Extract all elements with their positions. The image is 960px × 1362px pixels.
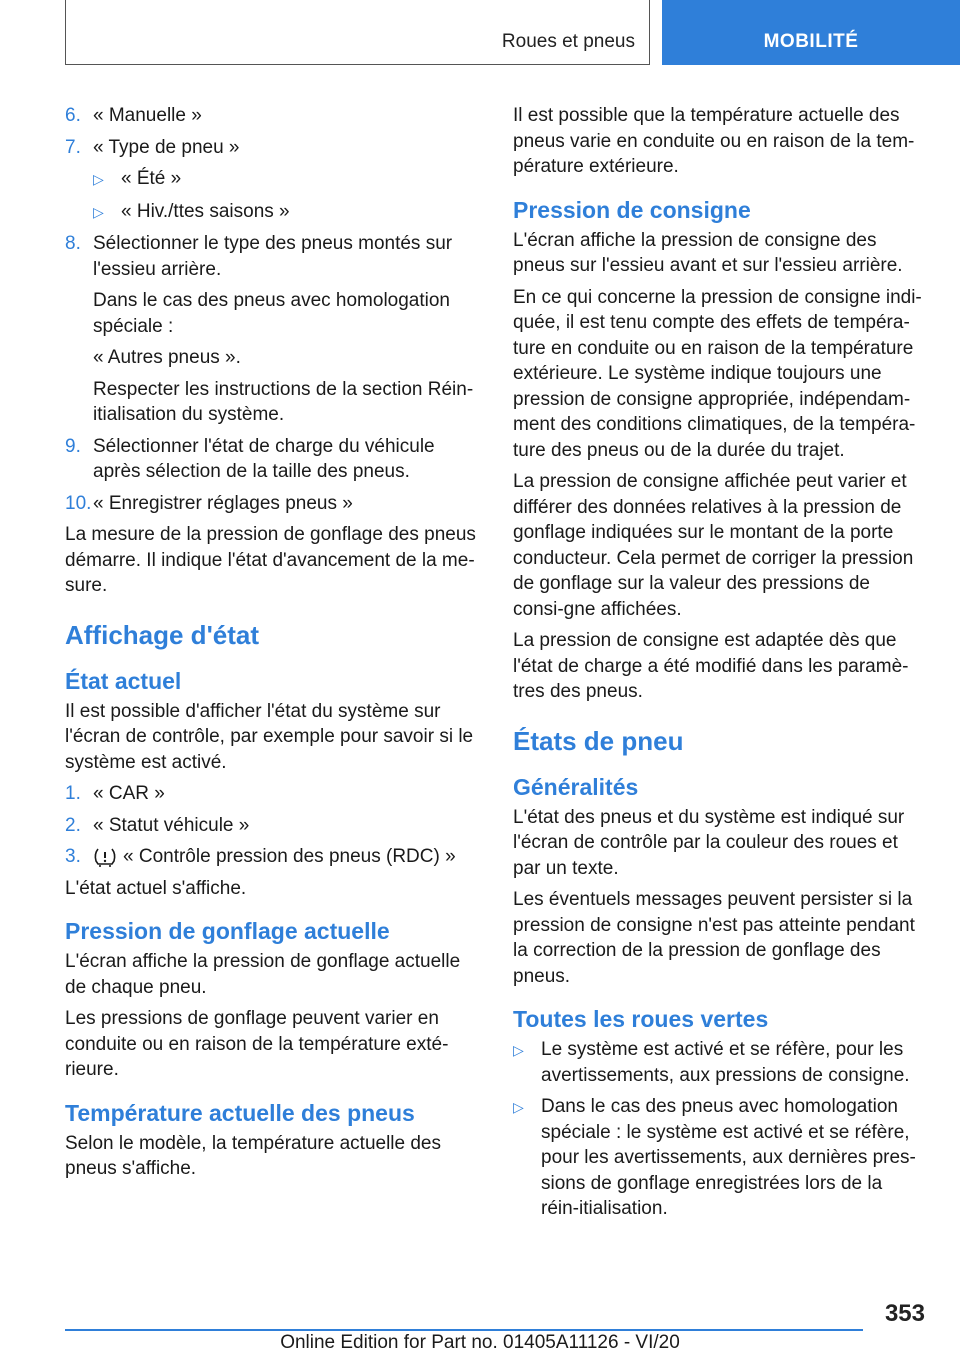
sub-item-text: « Hiv./ttes saisons »	[121, 200, 290, 222]
step-text: Sélectionner l'état de charge du véhicule après sélection de la taille des pneus.	[93, 435, 435, 482]
paragraph: L'état actuel s'affiche.	[65, 877, 247, 899]
sub-list-item	[93, 199, 477, 226]
list-item	[65, 491, 477, 517]
list-item	[65, 781, 477, 807]
step-text: « Type de pneu »	[93, 136, 240, 158]
bullet-item	[513, 1037, 925, 1088]
triangle-right-icon: ▷	[93, 171, 104, 187]
footer-divider	[65, 1329, 863, 1331]
subheading: Toutes les roues vertes	[513, 1006, 769, 1032]
footer-edition: Online Edition for Part no. 01405A11126 - VI/20	[280, 1332, 680, 1353]
section-title: Roues et pneus	[501, 31, 635, 52]
step-number: 9.	[65, 435, 81, 457]
triangle-right-icon: ▷	[513, 1042, 524, 1058]
step-text: Respecter les instructions de la section Réin‐itialisation du système.	[93, 378, 474, 425]
heading: Affichage d'état	[65, 619, 259, 650]
paragraph: La mesure de la pression de gonflage des pneus démarre. Il indique l'état d'avancement de la me‐sure.	[65, 524, 476, 596]
tire-pressure-warning-icon	[93, 846, 117, 868]
bullet-text: Le système est activé et se réfère, pour les avertissements, aux pressions de consigne.	[541, 1039, 910, 1086]
step-text: « Contrôle pression des pneus (RDC) »	[123, 846, 456, 867]
subheading: Température actuelle des pneus	[65, 1099, 415, 1126]
list-item	[65, 135, 477, 161]
chapter-tab-label: MOBILITÉ	[763, 31, 859, 52]
list-item	[65, 813, 477, 839]
step-number: 8.	[65, 233, 81, 254]
step-number: 6.	[65, 105, 81, 126]
paragraph: Les pressions de gonflage peuvent varier en conduite ou en raison de la température exté‐rieure.	[65, 1008, 449, 1080]
step-number: 2.	[65, 814, 81, 836]
step-text: Dans le cas des pneus avec homologation spéciale :	[93, 290, 451, 337]
triangle-right-icon: ▷	[93, 203, 104, 220]
step-number: 1.	[65, 783, 81, 804]
step-text: « CAR »	[93, 783, 165, 804]
step-text: « Manuelle »	[93, 105, 202, 126]
step-number: 7.	[65, 136, 81, 158]
triangle-right-icon: ▷	[513, 1099, 524, 1115]
header-section-box	[65, 0, 650, 65]
step-text: « Enregistrer réglages pneus »	[93, 492, 353, 514]
subheading: État actuel	[65, 667, 182, 694]
left-column	[65, 103, 477, 1188]
heading: États de pneu	[513, 725, 684, 756]
paragraph: Selon le modèle, la température actuelle des pneus s'affiche.	[65, 1132, 442, 1179]
paragraph: L'état des pneus et du système est indiqué sur l'écran de contrôle par la couleur des roues et par un texte.	[513, 806, 905, 879]
list-item	[65, 844, 477, 870]
paragraph: En ce qui concerne la pression de consigne indi‐quée, il est tenu compte des effets de tempéra‐ture en conduite ou en raison de la température extérieure. Le système indique toujours une pression de consigne appropriée, indépendam‐ment des conditions climatiques, de la tempéra‐ture des pneus ou de la durée du trajet.	[513, 286, 922, 461]
right-column	[513, 103, 925, 1228]
paragraph: L'écran affiche la pression de consigne des pneus sur l'essieu avant et sur l'essieu arrière.	[513, 229, 903, 276]
subheading: Pression de consigne	[513, 196, 751, 223]
subheading: Généralités	[513, 773, 639, 800]
paragraph: La pression de consigne affichée peut varier et différer des données relatives à la pression de gonflage indiquées sur le montant de la porte conducteur. Cela permet de corriger la pression de gonflage sur la valeur des pressions de consi‐gne affichées.	[513, 471, 914, 620]
chapter-tab[interactable]	[662, 0, 960, 65]
sub-list-item	[93, 166, 477, 193]
bullet-text: Dans le cas des pneus avec homologation spéciale : le système est activé et se réfère, pour les avertissements, aux dernières pres‐sions de gonflage enregistrées lors de la réin‐itialisation.	[541, 1096, 916, 1219]
step-number: 10.	[65, 492, 92, 514]
paragraph: Les éventuels messages peuvent persister si la pression de consigne n'est pas atteinte pendant la correction de la pression de gonflage des pneus.	[513, 889, 915, 987]
step-text: « Statut véhicule »	[93, 814, 250, 836]
step-number: 3.	[65, 846, 81, 867]
list-item	[65, 103, 477, 129]
step-text: « Autres pneus ».	[93, 347, 241, 368]
list-item	[65, 434, 477, 485]
paragraph: Il est possible d'afficher l'état du système sur l'écran de contrôle, par exemple pour savoir si le système est activé.	[65, 700, 474, 773]
page-number: 353	[884, 1300, 925, 1327]
list-item	[65, 231, 477, 428]
sub-item-text: « Été »	[121, 168, 182, 189]
paragraph: Il est possible que la température actuelle des pneus varie en conduite ou en raison de la tem‐pérature extérieure.	[513, 105, 915, 177]
step-text: Sélectionner le type des pneus montés sur l'essieu arrière.	[93, 233, 453, 280]
paragraph: La pression de consigne est adaptée dès que l'état de charge a été modifié dans les paramè‐tres des pneus.	[513, 630, 909, 702]
paragraph: L'écran affiche la pression de gonflage actuelle de chaque pneu.	[65, 951, 461, 998]
bullet-item	[513, 1094, 925, 1222]
subheading: Pression de gonflage actuelle	[65, 918, 390, 944]
